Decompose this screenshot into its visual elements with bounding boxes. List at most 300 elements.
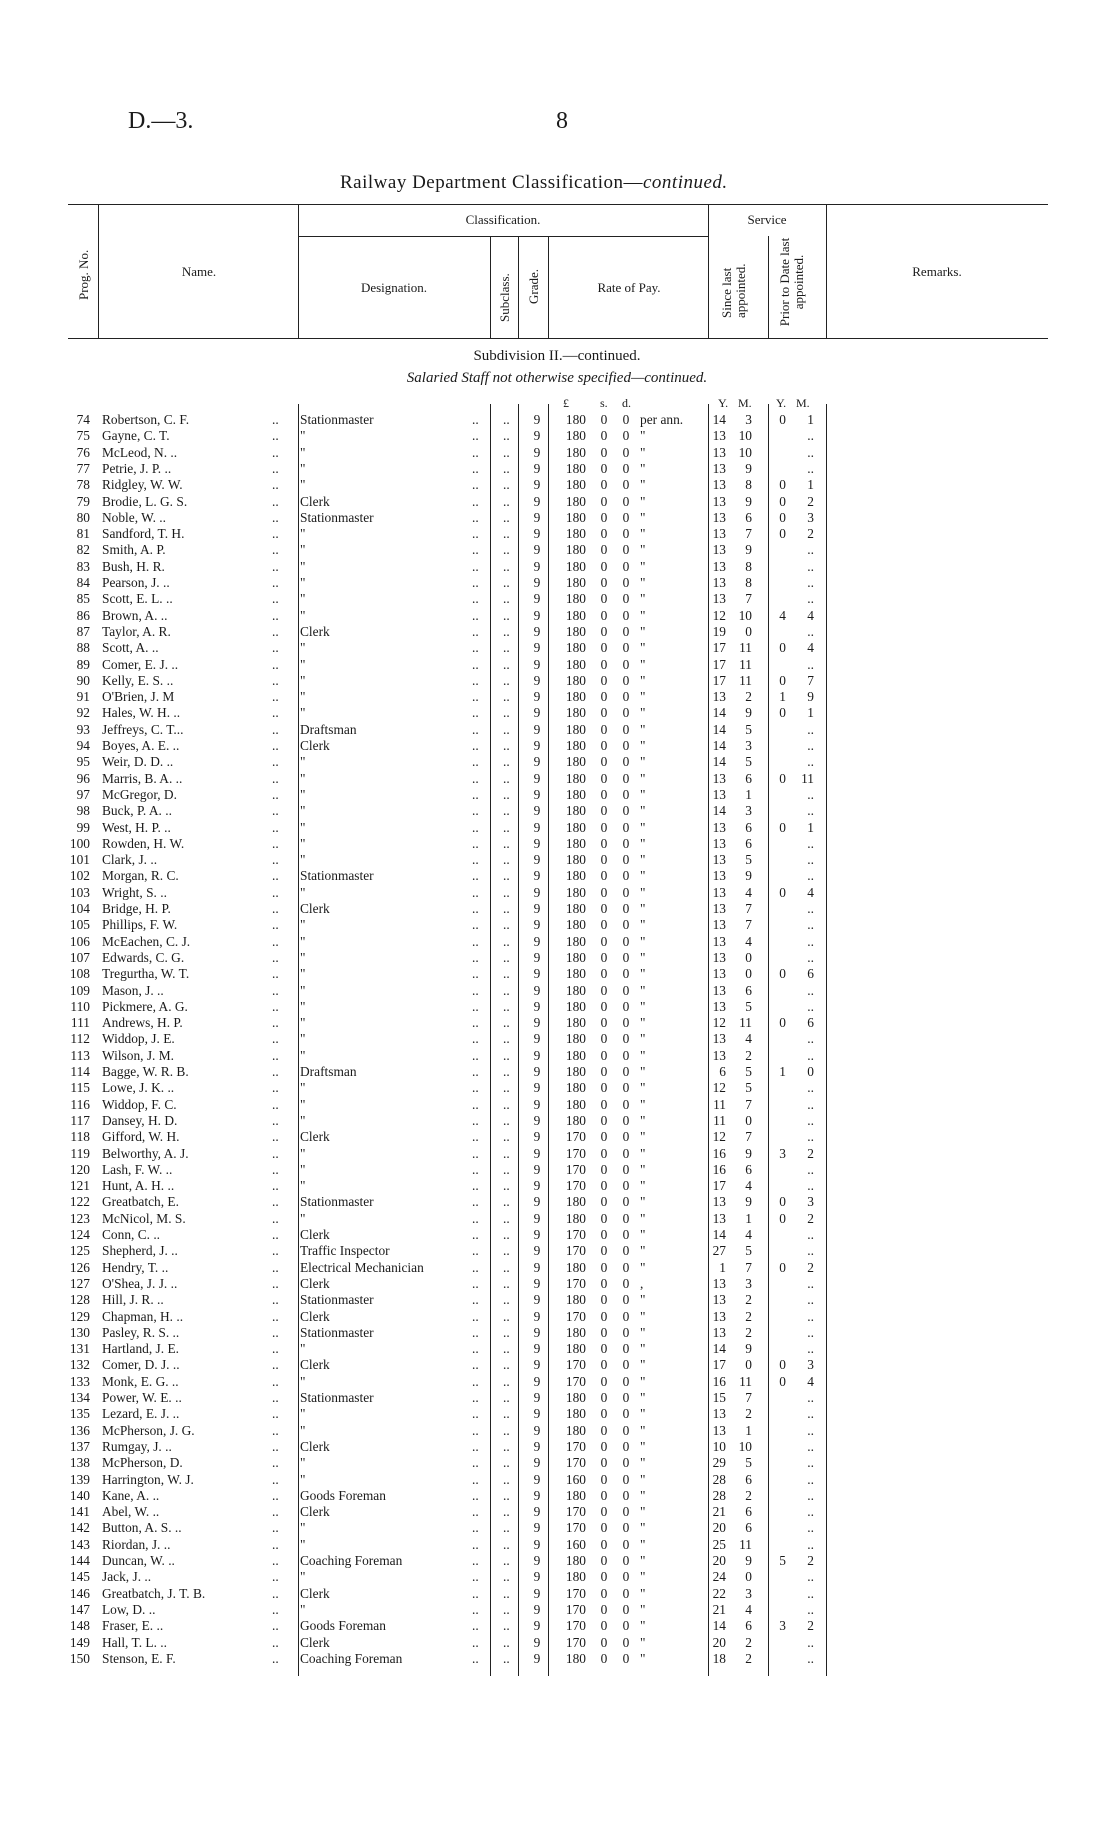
- row-pay-shillings: 0: [600, 1275, 608, 1291]
- leader-dots: ..: [472, 1112, 479, 1128]
- leader-dots: ..: [472, 1569, 479, 1585]
- leader-dots: ..: [272, 1422, 279, 1438]
- row-pay-shillings: 0: [600, 1422, 608, 1438]
- leader-dots: ..: [503, 1178, 510, 1194]
- row-pay-pence: 0: [622, 428, 630, 444]
- row-grade: 9: [533, 949, 541, 965]
- leader-dots: ..: [472, 1471, 479, 1487]
- row-pay-pence: 0: [622, 1210, 630, 1226]
- row-since-months: 11: [739, 1536, 752, 1552]
- row-since-months: 7: [745, 591, 752, 607]
- row-name: Boyes, A. E. ..: [102, 738, 180, 753]
- row-pay-pence: 0: [622, 1536, 630, 1552]
- table-row: [0, 1406, 1114, 1422]
- row-pay-pence: 0: [622, 1194, 630, 1210]
- row-since-years: 17: [712, 656, 726, 672]
- row-since-years: 6: [719, 1064, 726, 1079]
- row-grade: 9: [533, 917, 541, 933]
- row-since-years: 12: [712, 1129, 726, 1145]
- row-since-months: 7: [745, 526, 752, 542]
- row-since-years: 13: [712, 933, 726, 949]
- leader-dots: ..: [472, 1047, 479, 1063]
- row-pay-shillings: 0: [600, 1243, 608, 1259]
- row-pay-qualifier: ": [640, 917, 646, 933]
- row-pay-pence: 0: [622, 1129, 630, 1145]
- leader-dots: ..: [503, 575, 510, 590]
- row-pay-shillings: 0: [600, 444, 608, 460]
- row-name: Bush, H. R.: [102, 558, 165, 574]
- row-pay-qualifier: ": [640, 640, 646, 656]
- leader-dots: ..: [503, 542, 510, 558]
- row-pay-pounds: 180: [565, 1324, 586, 1340]
- row-prior-months: 7: [807, 672, 814, 688]
- row-pay-pence: 0: [622, 1471, 630, 1487]
- row-since-months: 4: [745, 1227, 752, 1242]
- row-prior-months: 2: [807, 1259, 814, 1275]
- row-pay-pence: 0: [622, 460, 630, 476]
- leader-dots: ..: [272, 412, 279, 427]
- row-pay-qualifier: ": [640, 1259, 646, 1275]
- row-since-months: 9: [745, 460, 752, 476]
- leader-dots: ..: [472, 705, 479, 721]
- leader-dots: ..: [472, 819, 479, 835]
- table-row: [0, 1309, 1114, 1325]
- row-name: Lowe, J. K. ..: [102, 1080, 175, 1096]
- row-designation: Stationmaster: [300, 1390, 374, 1405]
- row-prior-years: 3: [779, 1618, 786, 1634]
- row-since-years: 13: [712, 949, 726, 965]
- row-prog-no: 129: [69, 1308, 90, 1324]
- row-designation: Clerk: [300, 1227, 330, 1242]
- row-prior-years: 1: [779, 689, 786, 705]
- table-row: [0, 934, 1114, 950]
- row-prior-months: ..: [807, 1227, 814, 1242]
- leader-dots: ..: [472, 835, 479, 851]
- row-pay-pence: 0: [622, 1406, 630, 1422]
- row-prog-no: 102: [69, 868, 90, 884]
- row-prior-years: 0: [779, 705, 786, 721]
- row-designation: ": [300, 444, 306, 460]
- row-grade: 9: [533, 868, 541, 884]
- leader-dots: ..: [503, 1357, 510, 1373]
- row-designation: ": [300, 1080, 306, 1096]
- row-since-months: 8: [745, 575, 752, 590]
- leader-dots: ..: [272, 1471, 279, 1487]
- row-pay-pence: 0: [622, 1308, 630, 1324]
- row-prior-months: ..: [807, 1504, 814, 1520]
- row-since-months: 3: [745, 1275, 752, 1291]
- row-prior-months: 4: [807, 1373, 814, 1389]
- row-prog-no: 112: [70, 1031, 90, 1047]
- row-pay-pounds: 180: [565, 949, 586, 965]
- row-grade: 9: [533, 1569, 541, 1585]
- row-pay-shillings: 0: [600, 1096, 608, 1112]
- table-row: [0, 1390, 1114, 1406]
- row-name: West, H. P. ..: [102, 819, 171, 835]
- leader-dots: ..: [503, 1553, 510, 1568]
- row-prior-months: ..: [807, 754, 814, 770]
- row-since-years: 13: [712, 917, 726, 933]
- row-pay-pence: 0: [622, 1275, 630, 1291]
- table-row: [0, 575, 1114, 591]
- row-since-months: 7: [745, 1096, 752, 1112]
- row-pay-qualifier: ": [640, 966, 646, 982]
- row-since-months: 2: [745, 1650, 752, 1666]
- row-pay-pounds: 180: [565, 493, 586, 509]
- table-row: [0, 820, 1114, 836]
- row-prior-months: ..: [807, 1438, 814, 1454]
- row-prog-no: 149: [69, 1634, 90, 1650]
- row-pay-shillings: 0: [600, 1064, 608, 1079]
- leader-dots: ..: [472, 1650, 479, 1666]
- table-row: [0, 983, 1114, 999]
- row-designation: Goods Foreman: [300, 1618, 386, 1634]
- row-designation: ": [300, 998, 306, 1014]
- col-designation: Designation.: [360, 280, 428, 295]
- row-pay-pounds: 170: [565, 1308, 586, 1324]
- leader-dots: ..: [272, 1390, 279, 1405]
- row-since-years: 13: [712, 770, 726, 786]
- row-prog-no: 92: [76, 705, 90, 721]
- row-pay-pence: 0: [622, 705, 630, 721]
- row-pay-pence: 0: [622, 1227, 630, 1242]
- leader-dots: ..: [472, 1504, 479, 1520]
- row-pay-pence: 0: [622, 1341, 630, 1357]
- row-prog-no: 140: [69, 1487, 90, 1503]
- row-pay-pounds: 180: [565, 901, 586, 916]
- table-row: [0, 1015, 1114, 1031]
- row-grade: 9: [533, 901, 541, 916]
- row-since-months: 6: [745, 982, 752, 998]
- row-pay-shillings: 0: [600, 770, 608, 786]
- row-pay-pounds: 180: [565, 917, 586, 933]
- row-pay-qualifier: ": [640, 607, 646, 623]
- leader-dots: ..: [472, 1357, 479, 1373]
- leader-dots: ..: [472, 575, 479, 590]
- row-since-years: 13: [712, 786, 726, 802]
- row-grade: 9: [533, 819, 541, 835]
- row-name: Bagge, W. R. B.: [102, 1064, 189, 1079]
- row-prior-months: ..: [807, 1650, 814, 1666]
- row-prior-months: ..: [807, 1047, 814, 1063]
- row-prog-no: 87: [76, 623, 90, 639]
- row-pay-shillings: 0: [600, 542, 608, 558]
- leader-dots: ..: [503, 1487, 510, 1503]
- leader-dots: ..: [503, 412, 510, 427]
- row-pay-qualifier: ": [640, 998, 646, 1014]
- leader-dots: ..: [503, 526, 510, 542]
- row-grade: 9: [533, 835, 541, 851]
- row-prior-years: 0: [779, 1357, 786, 1373]
- row-grade: 9: [533, 1324, 541, 1340]
- row-pay-shillings: 0: [600, 623, 608, 639]
- row-pay-shillings: 0: [600, 1373, 608, 1389]
- row-pay-qualifier: ": [640, 1471, 646, 1487]
- row-name: Gayne, C. T.: [102, 428, 170, 444]
- row-name: Power, W. E. ..: [102, 1390, 182, 1405]
- row-designation: ": [300, 949, 306, 965]
- row-prior-months: ..: [807, 460, 814, 476]
- row-designation: ": [300, 884, 306, 900]
- leader-dots: ..: [272, 1031, 279, 1047]
- row-pay-pounds: 180: [565, 607, 586, 623]
- page-title: [340, 172, 728, 194]
- row-name: Hartland, J. E.: [102, 1341, 179, 1357]
- table-row: [0, 559, 1114, 575]
- table-row: [0, 1341, 1114, 1357]
- row-grade: 9: [533, 1341, 541, 1357]
- row-pay-shillings: 0: [600, 412, 608, 427]
- table-row: [0, 1178, 1114, 1194]
- leader-dots: ..: [503, 1504, 510, 1520]
- row-pay-pence: 0: [622, 738, 630, 753]
- row-pay-pounds: 180: [565, 770, 586, 786]
- row-since-years: 13: [712, 493, 726, 509]
- leader-dots: ..: [472, 460, 479, 476]
- leader-dots: ..: [503, 917, 510, 933]
- row-pay-pence: 0: [622, 1504, 630, 1520]
- row-pay-pounds: 180: [565, 884, 586, 900]
- row-prior-months: 2: [807, 1145, 814, 1161]
- row-pay-pence: 0: [622, 509, 630, 525]
- row-since-months: 0: [745, 1569, 752, 1585]
- row-since-months: 6: [745, 819, 752, 835]
- row-pay-shillings: 0: [600, 1618, 608, 1634]
- leader-dots: ..: [472, 966, 479, 982]
- row-pay-shillings: 0: [600, 705, 608, 721]
- row-name: Ridgley, W. W.: [102, 477, 183, 493]
- row-prior-months: ..: [807, 656, 814, 672]
- row-prog-no: 97: [76, 786, 90, 802]
- row-pay-pounds: 180: [565, 575, 586, 590]
- row-grade: 9: [533, 738, 541, 753]
- row-pay-shillings: 0: [600, 803, 608, 819]
- row-name: Petrie, J. P. ..: [102, 460, 172, 476]
- row-since-years: 21: [712, 1601, 726, 1617]
- row-pay-pounds: 180: [565, 428, 586, 444]
- row-since-years: 16: [712, 1161, 726, 1177]
- table-row: [0, 1455, 1114, 1471]
- row-pay-qualifier: ": [640, 1373, 646, 1389]
- leader-dots: ..: [272, 558, 279, 574]
- row-since-months: 9: [745, 493, 752, 509]
- row-pay-pence: 0: [622, 803, 630, 819]
- row-pay-pence: 0: [622, 819, 630, 835]
- row-grade: 9: [533, 1178, 541, 1194]
- row-prog-no: 121: [69, 1178, 90, 1194]
- table-row: [0, 624, 1114, 640]
- row-since-months: 2: [745, 1406, 752, 1422]
- row-designation: Clerk: [300, 738, 330, 753]
- row-grade: 9: [533, 477, 541, 493]
- row-pay-pence: 0: [622, 1422, 630, 1438]
- row-since-years: 16: [712, 1145, 726, 1161]
- row-prog-no: 106: [69, 933, 90, 949]
- row-designation: ": [300, 705, 306, 721]
- row-pay-qualifier: ": [640, 526, 646, 542]
- row-pay-shillings: 0: [600, 868, 608, 884]
- row-name: Hill, J. R. ..: [102, 1292, 164, 1308]
- row-since-years: 1: [719, 1259, 726, 1275]
- table-row: [0, 657, 1114, 673]
- row-pay-pounds: 180: [565, 1569, 586, 1585]
- row-pay-pounds: 180: [565, 1292, 586, 1308]
- leader-dots: ..: [472, 689, 479, 705]
- row-name: Pearson, J. ..: [102, 575, 170, 590]
- row-pay-shillings: 0: [600, 1536, 608, 1552]
- leader-dots: ..: [472, 852, 479, 868]
- row-pay-pence: 0: [622, 966, 630, 982]
- row-prior-months: ..: [807, 1161, 814, 1177]
- row-pay-qualifier: ": [640, 721, 646, 737]
- row-pay-qualifier: ": [640, 444, 646, 460]
- row-pay-pounds: 180: [565, 477, 586, 493]
- row-prog-no: 99: [76, 819, 90, 835]
- row-pay-pence: 0: [622, 1569, 630, 1585]
- table-row: [0, 705, 1114, 721]
- row-designation: ": [300, 786, 306, 802]
- row-grade: 9: [533, 623, 541, 639]
- row-prog-no: 104: [69, 901, 90, 916]
- row-designation: ": [300, 1422, 306, 1438]
- leader-dots: ..: [503, 1047, 510, 1063]
- leader-dots: ..: [272, 835, 279, 851]
- row-designation: ": [300, 1601, 306, 1617]
- row-pay-shillings: 0: [600, 884, 608, 900]
- row-prog-no: 109: [69, 982, 90, 998]
- row-pay-pounds: 180: [565, 835, 586, 851]
- row-pay-pounds: 180: [565, 705, 586, 721]
- row-designation: ": [300, 460, 306, 476]
- leader-dots: ..: [272, 575, 279, 590]
- row-since-months: 1: [745, 786, 752, 802]
- leader-dots: ..: [503, 770, 510, 786]
- leader-dots: ..: [503, 493, 510, 509]
- row-pay-shillings: 0: [600, 640, 608, 656]
- leader-dots: ..: [503, 1080, 510, 1096]
- row-pay-pounds: 180: [565, 786, 586, 802]
- row-prior-months: ..: [807, 1112, 814, 1128]
- row-since-months: 3: [745, 803, 752, 819]
- col-name: Name.: [181, 264, 217, 279]
- row-designation: ": [300, 1015, 306, 1031]
- row-name: Pickmere, A. G.: [102, 998, 188, 1014]
- row-pay-qualifier: per ann.: [640, 412, 684, 427]
- row-grade: 9: [533, 982, 541, 998]
- row-pay-pence: 0: [622, 721, 630, 737]
- row-name: Riordan, J. ..: [102, 1536, 171, 1552]
- row-prior-months: ..: [807, 428, 814, 444]
- row-grade: 9: [533, 1015, 541, 1031]
- leader-dots: ..: [272, 917, 279, 933]
- leader-dots: ..: [503, 477, 510, 493]
- row-pay-pence: 0: [622, 493, 630, 509]
- leader-dots: ..: [272, 770, 279, 786]
- leader-dots: ..: [272, 868, 279, 884]
- row-since-years: 13: [712, 444, 726, 460]
- leader-dots: ..: [272, 493, 279, 509]
- row-prior-months: ..: [807, 949, 814, 965]
- table-row: [0, 722, 1114, 738]
- leader-dots: ..: [503, 689, 510, 705]
- row-since-months: 0: [745, 1357, 752, 1373]
- leader-dots: ..: [503, 738, 510, 753]
- row-designation: ": [300, 640, 306, 656]
- row-prog-no: 103: [69, 884, 90, 900]
- row-pay-shillings: 0: [600, 689, 608, 705]
- row-prior-months: ..: [807, 917, 814, 933]
- row-pay-shillings: 0: [600, 1390, 608, 1405]
- row-since-months: 2: [745, 1292, 752, 1308]
- row-grade: 9: [533, 1194, 541, 1210]
- row-grade: 9: [533, 1064, 541, 1079]
- leader-dots: ..: [272, 1064, 279, 1079]
- row-prior-years: 0: [779, 1373, 786, 1389]
- leader-dots: ..: [472, 1308, 479, 1324]
- row-since-months: 6: [745, 1161, 752, 1177]
- row-since-months: 5: [745, 1064, 752, 1079]
- leader-dots: ..: [503, 819, 510, 835]
- row-name: McPherson, J. G.: [102, 1422, 195, 1438]
- row-pay-pounds: 180: [565, 1553, 586, 1568]
- row-designation: ": [300, 819, 306, 835]
- row-pay-qualifier: ": [640, 1601, 646, 1617]
- row-designation: ": [300, 607, 306, 623]
- row-prog-no: 79: [76, 493, 90, 509]
- leader-dots: ..: [272, 509, 279, 525]
- row-since-months: 7: [745, 1259, 752, 1275]
- row-grade: 9: [533, 1585, 541, 1601]
- row-pay-pounds: 180: [565, 966, 586, 982]
- row-grade: 9: [533, 542, 541, 558]
- row-grade: 9: [533, 1096, 541, 1112]
- leader-dots: ..: [272, 1096, 279, 1112]
- row-prior-months: 4: [807, 884, 814, 900]
- row-designation: ": [300, 1406, 306, 1422]
- row-prior-months: 2: [807, 1210, 814, 1226]
- table-row: [0, 1064, 1114, 1080]
- table-row: [0, 591, 1114, 607]
- leader-dots: ..: [472, 884, 479, 900]
- row-pay-pounds: 180: [565, 526, 586, 542]
- row-designation: Traffic Inspector: [300, 1243, 390, 1259]
- row-designation: Stationmaster: [300, 868, 374, 884]
- row-pay-qualifier: ": [640, 460, 646, 476]
- row-grade: 9: [533, 1275, 541, 1291]
- row-pay-pence: 0: [622, 1047, 630, 1063]
- row-pay-pounds: 180: [565, 1047, 586, 1063]
- row-pay-shillings: 0: [600, 1455, 608, 1471]
- leader-dots: ..: [272, 1194, 279, 1210]
- row-pay-qualifier: ": [640, 1015, 646, 1031]
- row-prior-months: ..: [807, 786, 814, 802]
- leader-dots: ..: [472, 786, 479, 802]
- leader-dots: ..: [272, 1487, 279, 1503]
- row-since-years: 24: [712, 1569, 726, 1585]
- row-since-years: 17: [712, 1357, 726, 1373]
- leader-dots: ..: [272, 591, 279, 607]
- row-grade: 9: [533, 721, 541, 737]
- row-name: Hendry, T. ..: [102, 1259, 169, 1275]
- row-since-months: 3: [745, 738, 752, 753]
- row-name: McNicol, M. S.: [102, 1210, 186, 1226]
- row-grade: 9: [533, 1406, 541, 1422]
- row-pay-qualifier: ": [640, 1129, 646, 1145]
- row-prior-months: ..: [807, 1080, 814, 1096]
- row-prog-no: 135: [69, 1406, 90, 1422]
- row-pay-qualifier: ": [640, 1390, 646, 1405]
- row-pay-pounds: 180: [565, 656, 586, 672]
